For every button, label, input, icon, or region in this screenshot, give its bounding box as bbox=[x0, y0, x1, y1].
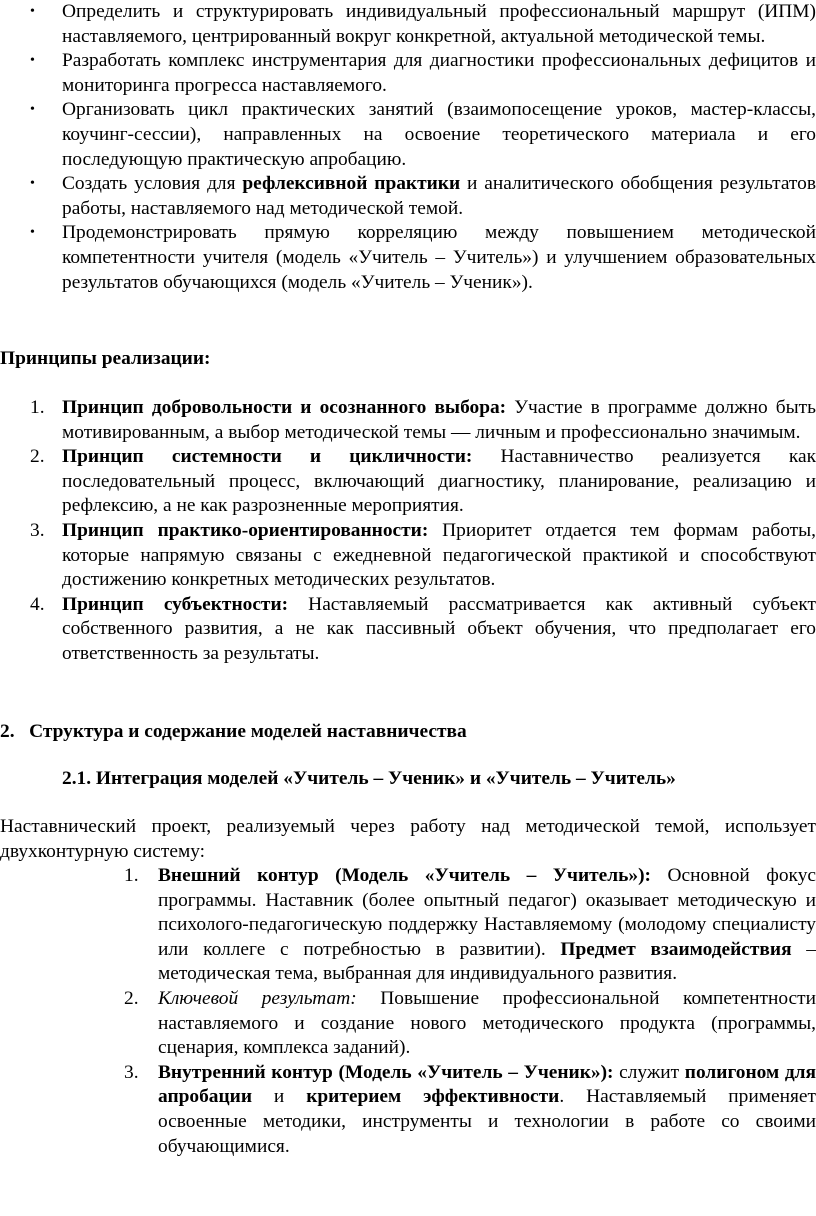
principle-text: Участие в программе должно быть мотивированным, а выбор методической темы — личным и профессионально значимым. bbox=[62, 397, 816, 443]
list-item bbox=[0, 49, 816, 98]
list-item bbox=[0, 445, 816, 519]
item-italic-text: Ключевой результат: bbox=[158, 987, 357, 1009]
item-text: Основной фокус программы. Наставник (более опытный педагог) оказывает методическую и психолого-педагогическую поддержку Наставляемому (молодому специалисту или коллеге с потребностью в развитии). bbox=[158, 865, 816, 960]
principle-title: Принцип практико-ориентированности: bbox=[62, 519, 429, 541]
list-item bbox=[0, 593, 816, 667]
principle-title: Принцип добровольности и осознанного выбора: bbox=[62, 397, 507, 418]
item-number: 2. bbox=[124, 987, 139, 1009]
list-item bbox=[0, 864, 816, 987]
item-number: 4. bbox=[30, 593, 45, 615]
bullet-mark: • bbox=[30, 102, 35, 118]
item-number: 1. bbox=[124, 865, 139, 886]
item-text: служит bbox=[613, 1061, 685, 1083]
goals-bullet-list bbox=[0, 0, 816, 295]
item-text: – методическая тема, выбранная для индивидуального развития. bbox=[158, 938, 816, 985]
principle-text: Наставляемый рассматривается как активный субъект собственного развития, а не как пассивный объект обучения, что предполагает его ответственность за результаты. bbox=[62, 593, 816, 664]
bullet-text: Продемонстрировать прямую корреляцию между повышением методической компетентности учителя (модель «Учитель – Учитель») и улучшением образовательных результатов обучающихся (модель «Учитель – Ученик»). bbox=[62, 222, 816, 293]
bullet-mark: • bbox=[30, 4, 35, 19]
intro-paragraph: Наставнический проект, реализуемый через работу над методической темой, использует двухконтурную систему: bbox=[0, 816, 816, 862]
list-item bbox=[0, 98, 816, 172]
bullet-bold-text: рефлексивной практики bbox=[242, 173, 461, 195]
list-item bbox=[0, 172, 816, 221]
bullet-text: Организовать цикл практических занятий (взаимопосещение уроков, мастер-классы, коучинг-сессии), направленных на освоение теоретического материала и его последующую практическую апробацию. bbox=[62, 99, 816, 170]
bullet-mark: • bbox=[30, 225, 35, 241]
principles-heading: Принципы реализации: bbox=[0, 348, 211, 369]
bullet-text: и аналитического обобщения результатов работы, наставляемого над методической темой. bbox=[62, 173, 816, 219]
list-item bbox=[0, 1061, 816, 1159]
bullet-text: Разработать комплекс инструментария для диагностики профессиональных дефицитов и мониторинга прогресса наставляемого. bbox=[62, 50, 816, 96]
list-item bbox=[0, 519, 816, 593]
section-heading: 2. Структура и содержание моделей наставничества bbox=[0, 721, 467, 742]
item-number: 3. bbox=[124, 1061, 139, 1083]
item-bold-text: полигоном для апробации bbox=[158, 1061, 816, 1108]
subsection-heading: 2.1. Интеграция моделей «Учитель – Ученик» и «Учитель – Учитель» bbox=[62, 768, 676, 789]
structure-list bbox=[0, 864, 816, 1159]
item-title: Внешний контур (Модель «Учитель – Учитель»): bbox=[158, 865, 652, 886]
list-item bbox=[0, 396, 816, 445]
item-bold-text: критерием эффективности bbox=[306, 1086, 560, 1108]
bullet-text: Определить и структурировать индивидуальный профессиональный маршрут (ИПМ) наставляемого, центрированный вокруг конкретной, актуальной методической темы. bbox=[62, 1, 816, 47]
principles-list bbox=[0, 396, 816, 667]
item-bold-text: Предмет взаимодействия bbox=[560, 938, 792, 960]
principle-text: Приоритет отдается тем формам работы, которые напрямую связаны с ежедневной педагогической практикой и способствуют достижению конкретных методических результатов. bbox=[62, 519, 816, 591]
principle-text: Наставничество реализуется как последовательный процесс, включающий диагностику, планирование, реализацию и рефлексию, а не как разрозненные мероприятия. bbox=[62, 446, 816, 517]
item-number: 2. bbox=[30, 446, 45, 468]
item-text: Повышение профессиональной компетентности наставляемого и создание нового методического продукта (программы, сценария, комплекса заданий). bbox=[158, 987, 816, 1059]
principle-title: Принцип субъектности: bbox=[62, 593, 289, 615]
item-title: Внутренний контур (Модель «Учитель – Ученик»): bbox=[158, 1061, 614, 1083]
bullet-mark: • bbox=[30, 176, 35, 192]
list-item bbox=[0, 987, 816, 1061]
item-text: . Наставляемый применяет освоенные методики, инструменты и технологии в работе со своими обучающимися. bbox=[158, 1086, 816, 1157]
item-text: и bbox=[252, 1086, 307, 1108]
item-number: 1. bbox=[30, 397, 45, 418]
bullet-mark: • bbox=[30, 53, 35, 69]
bullet-text: Создать условия для bbox=[62, 173, 243, 195]
list-item bbox=[0, 0, 816, 49]
item-number: 3. bbox=[30, 519, 45, 541]
list-item bbox=[0, 221, 816, 295]
principle-title: Принцип системности и цикличности: bbox=[62, 446, 473, 468]
